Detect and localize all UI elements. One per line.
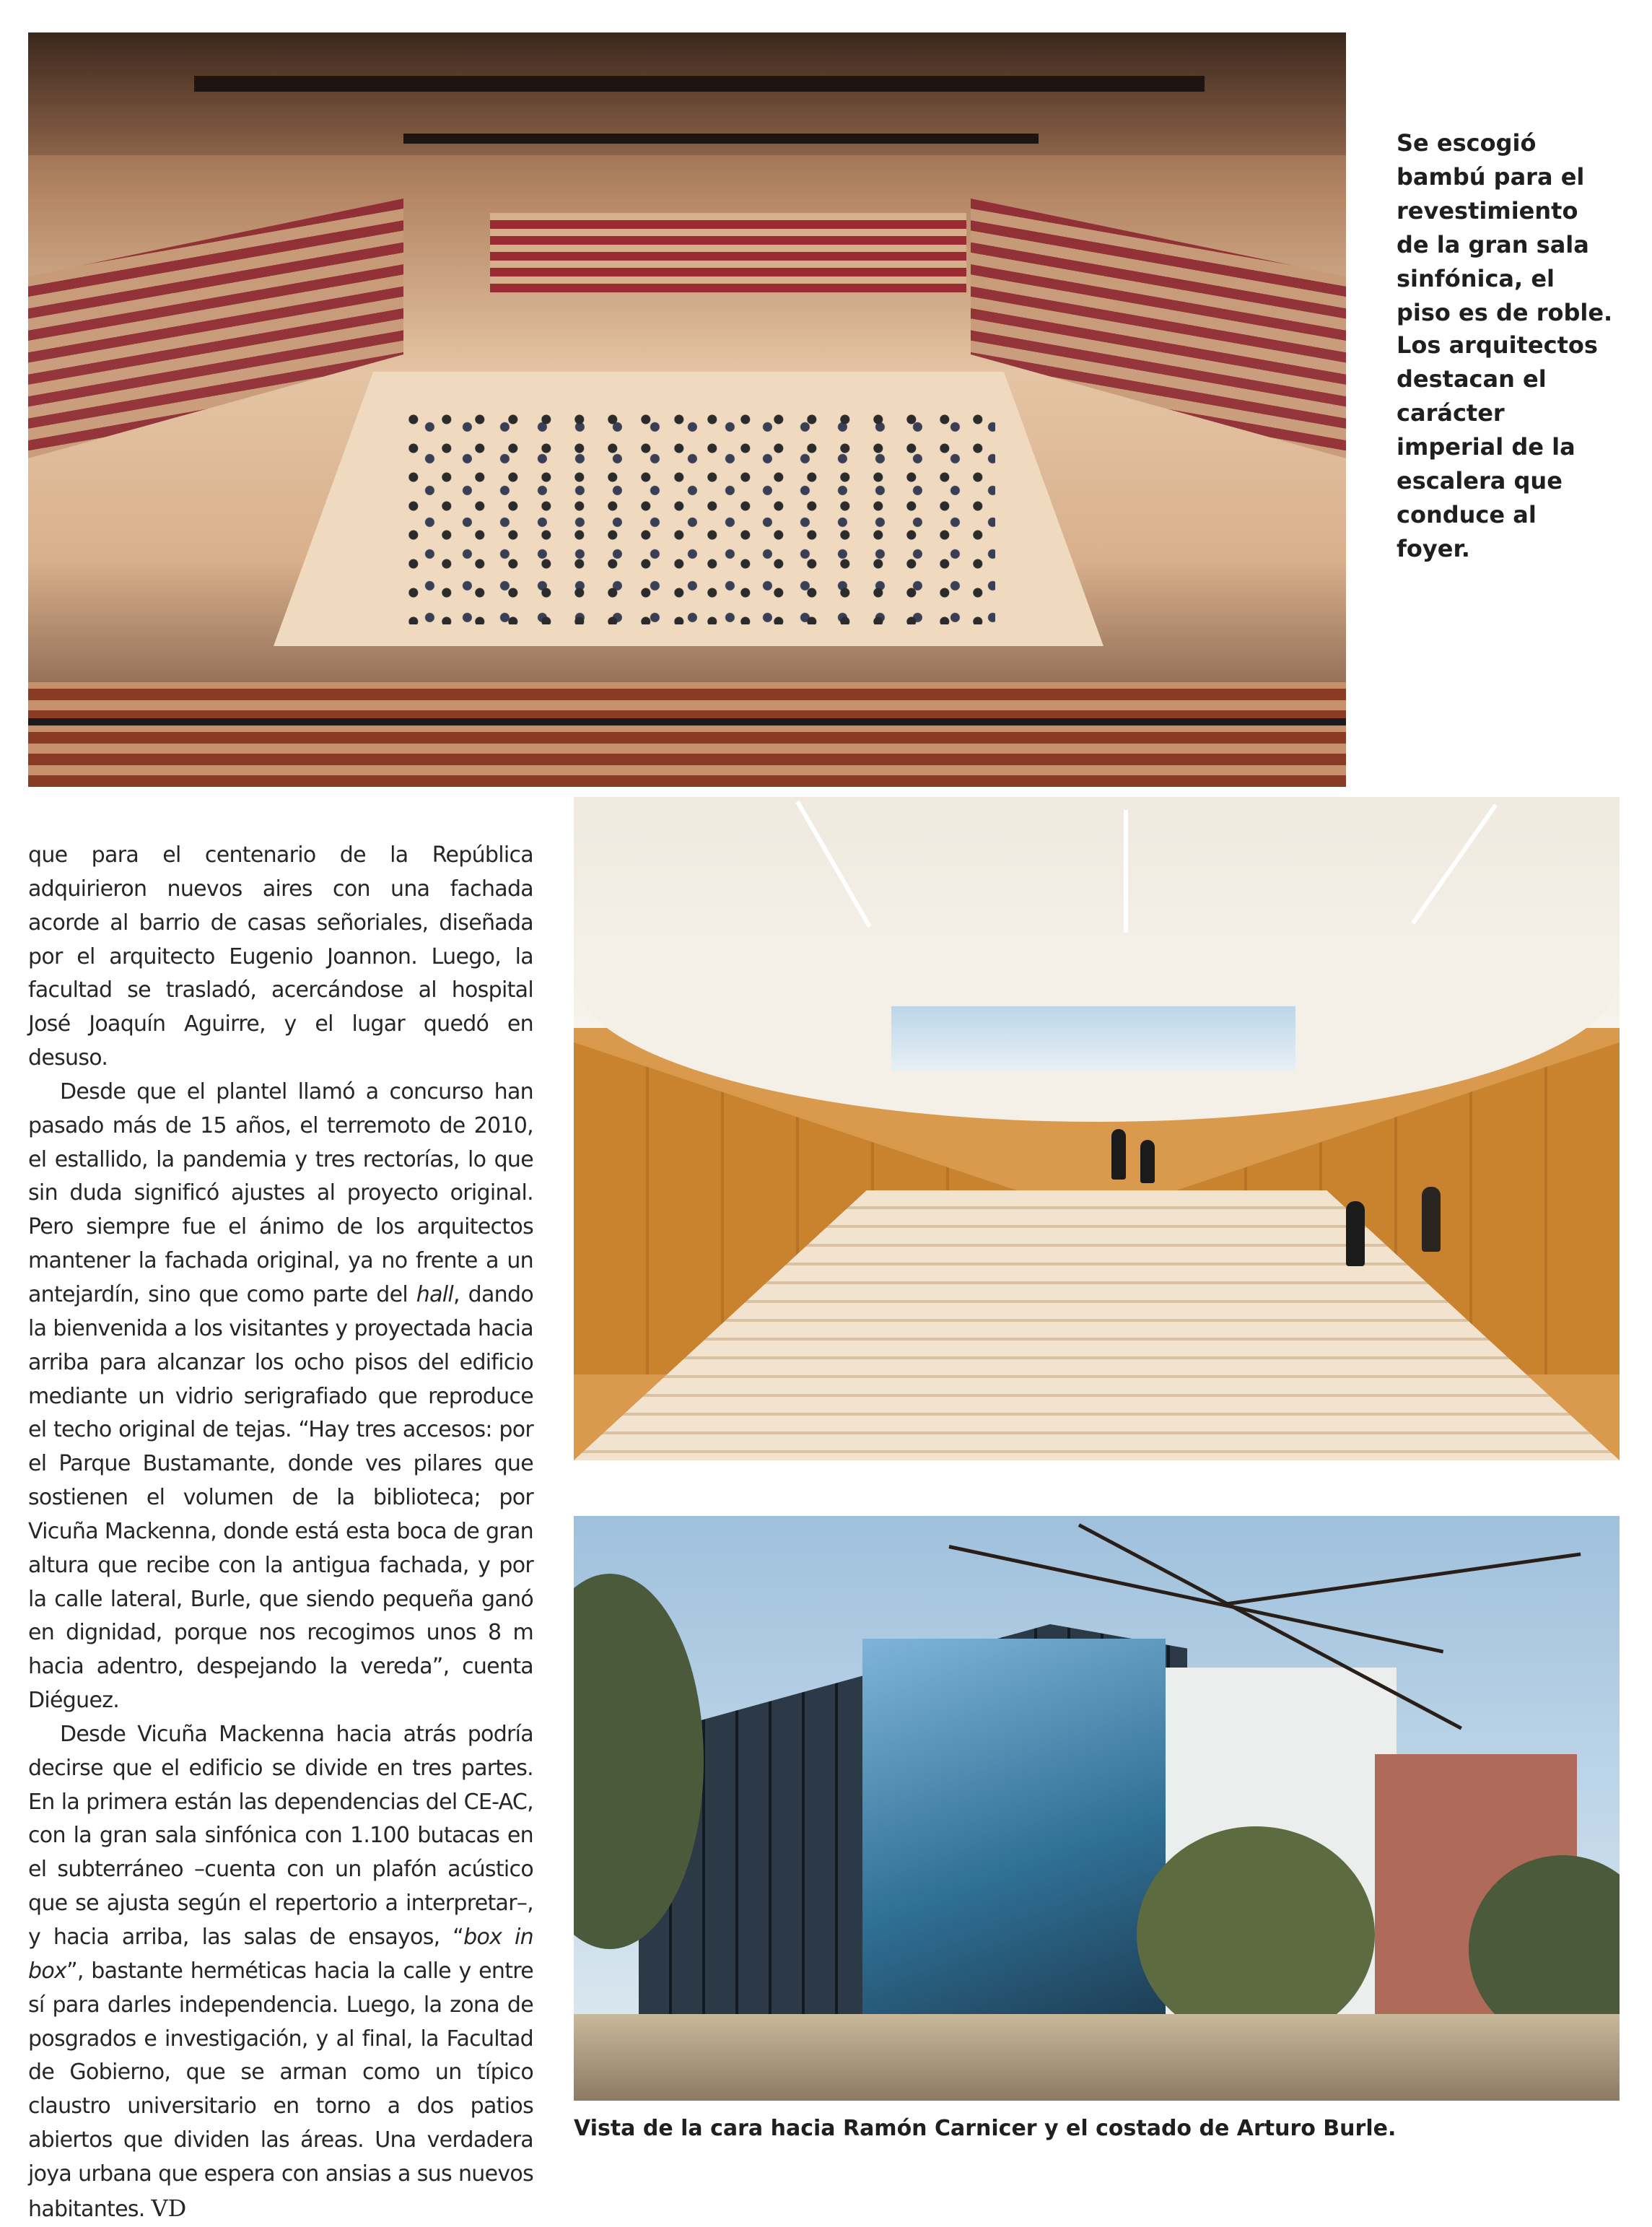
balcony-railing	[28, 718, 1346, 725]
concert-hall-photo	[28, 32, 1346, 787]
orchestra-musicians	[403, 408, 995, 624]
right-balcony-seats	[971, 199, 1346, 458]
paragraph-3-italic-box-in-box: box in box	[28, 1925, 533, 1984]
side-caption-staircase: Los arquitectos destacan el carácter imperial de la escalera que conduce al foyer.	[1397, 331, 1598, 562]
rear-choir-seats	[490, 213, 966, 292]
person-figure	[1111, 1129, 1126, 1180]
paragraph-3-part-2: ”, bastante herméticas hacia la calle y entre sí para darles independencia. Luego, la zona de posgrados e investigación, y al final, la Facultad de Gobierno, que se arman como un típico claustro universitario en torno a dos patios abiertos que dividen las áreas. Una verdadera joya urbana que espera con ansias a sus nuevos habitantes.	[28, 1958, 533, 2222]
construction-fence	[574, 2014, 1620, 2101]
left-balcony-seats	[28, 199, 403, 458]
author-signature: VD	[151, 2194, 187, 2222]
paragraph-2-part-2: , dando la bienvenida a los visitantes y proyectada hacia arriba para alcanzar los ocho pisos del edificio mediante un vidrio serigrafiado que reproduce el techo original de tejas. “Hay tres accesos: por el Parque Bustamante, donde ves pilares que sostienen el volumen de la biblioteca; por Vicuña Mackenna, donde está esta boca de gran altura que recibe con la antigua fachada, y por la calle lateral, Burle, que siendo pequeña ganó en dignidad, porque nos recogimos unos 8 m hacia adentro, despejando la vereda”, cuenta Diéguez.	[28, 1281, 533, 1714]
staircase-photo	[574, 797, 1620, 1460]
tree-branch	[1223, 1552, 1581, 1606]
lighting-truss-lower	[403, 134, 1039, 144]
front-seats	[28, 682, 1346, 787]
paragraph-1: que para el centenario de la República adquirieron nuevos aires con una fachada acorde al barrio de casas señoriales, diseñada por el arquitecto Eugenio Joannon. Luego, la facultad se trasladó, acercándose al hospital José Joaquín Aguirre, y el lugar quedó en desuso.	[28, 842, 533, 1071]
ceiling-light-strip	[1124, 810, 1128, 933]
person-figure	[1140, 1140, 1155, 1183]
side-caption-bamboo: Se escogió bambú para el revestimiento de la gran sala sinfónica, el piso es de roble.	[1397, 129, 1613, 326]
building-exterior-photo	[574, 1516, 1620, 2101]
paragraph-3	[28, 1718, 533, 2227]
glass-curtain-wall	[862, 1639, 1166, 2014]
paragraph-3-part-1: Desde Vicuña Mackenna hacia atrás podría decirse que el edificio se divide en tres partes. En la primera están las dependencias del CE-AC, con la gran sala sinfónica con 1.100 butacas en el subterráneo –cuenta con un plafón acústico que se ajusta según el repertorio a interpretar–, y hacia arriba, las salas de ensayos, “	[28, 1721, 533, 1950]
lighting-truss	[194, 76, 1205, 92]
paragraph-2-italic-hall: hall	[416, 1281, 454, 1307]
skylight	[891, 1006, 1295, 1071]
article-body	[28, 839, 533, 2227]
person-figure	[1346, 1201, 1365, 1266]
building-photo-caption: Vista de la cara hacia Ramón Carnicer y el costado de Arturo Burle.	[574, 2116, 1397, 2141]
tree	[1137, 1826, 1375, 2043]
person-figure	[1422, 1187, 1441, 1252]
paragraph-2-part-1: Desde que el plantel llamó a concurso han pasado más de 15 años, el terremoto de 2010, el estallido, la pandemia y tres rectorías, lo que sin duda significó ajustes al proyecto original. Pero siempre fue el ánimo de los arquitectos mantener la fachada original, ya no frente a un antejardín, sino que como parte del	[28, 1078, 533, 1307]
paragraph-2	[28, 1076, 533, 1718]
